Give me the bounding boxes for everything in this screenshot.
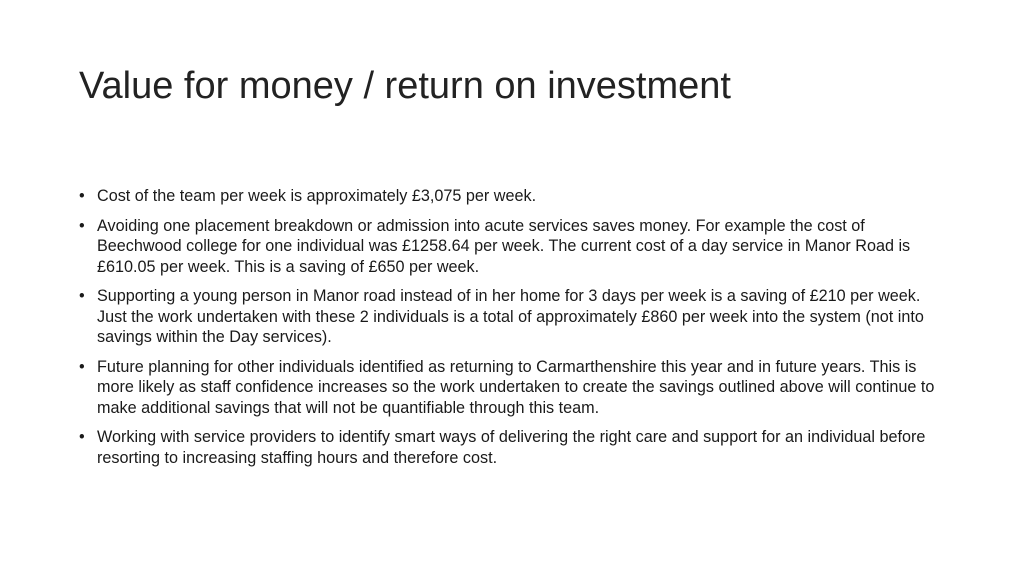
slide-title: Value for money / return on investment [79,65,731,107]
bullet-item: • Supporting a young person in Manor road instead of in her home for 3 days per week is a saving of £210 per week. Just the work undertaken with these 2 individuals is a total of approximately £860 per week into the system (not into savings within the Day services). [78,286,950,348]
bullet-item: • Working with service providers to identify smart ways of delivering the right care and support for an individual before resorting to increasing staffing hours and therefore cost. [78,427,950,468]
bullet-item: • Future planning for other individuals identified as returning to Carmarthenshire this year and in future years. This is more likely as staff confidence increases so the work undertaken to create the savings outlined above will continue to make additional savings that will not be quantifiable through this team. [78,357,950,419]
bullet-list [78,186,950,477]
bullet-item: • Avoiding one placement breakdown or admission into acute services saves money. For example the cost of Beechwood college for one individual was £1258.64 per week. The current cost of a day service in Manor Road is £610.05 per week. This is a saving of £650 per week. [78,216,950,278]
bullet-item: • Cost of the team per week is approximately £3,075 per week. [78,186,950,207]
